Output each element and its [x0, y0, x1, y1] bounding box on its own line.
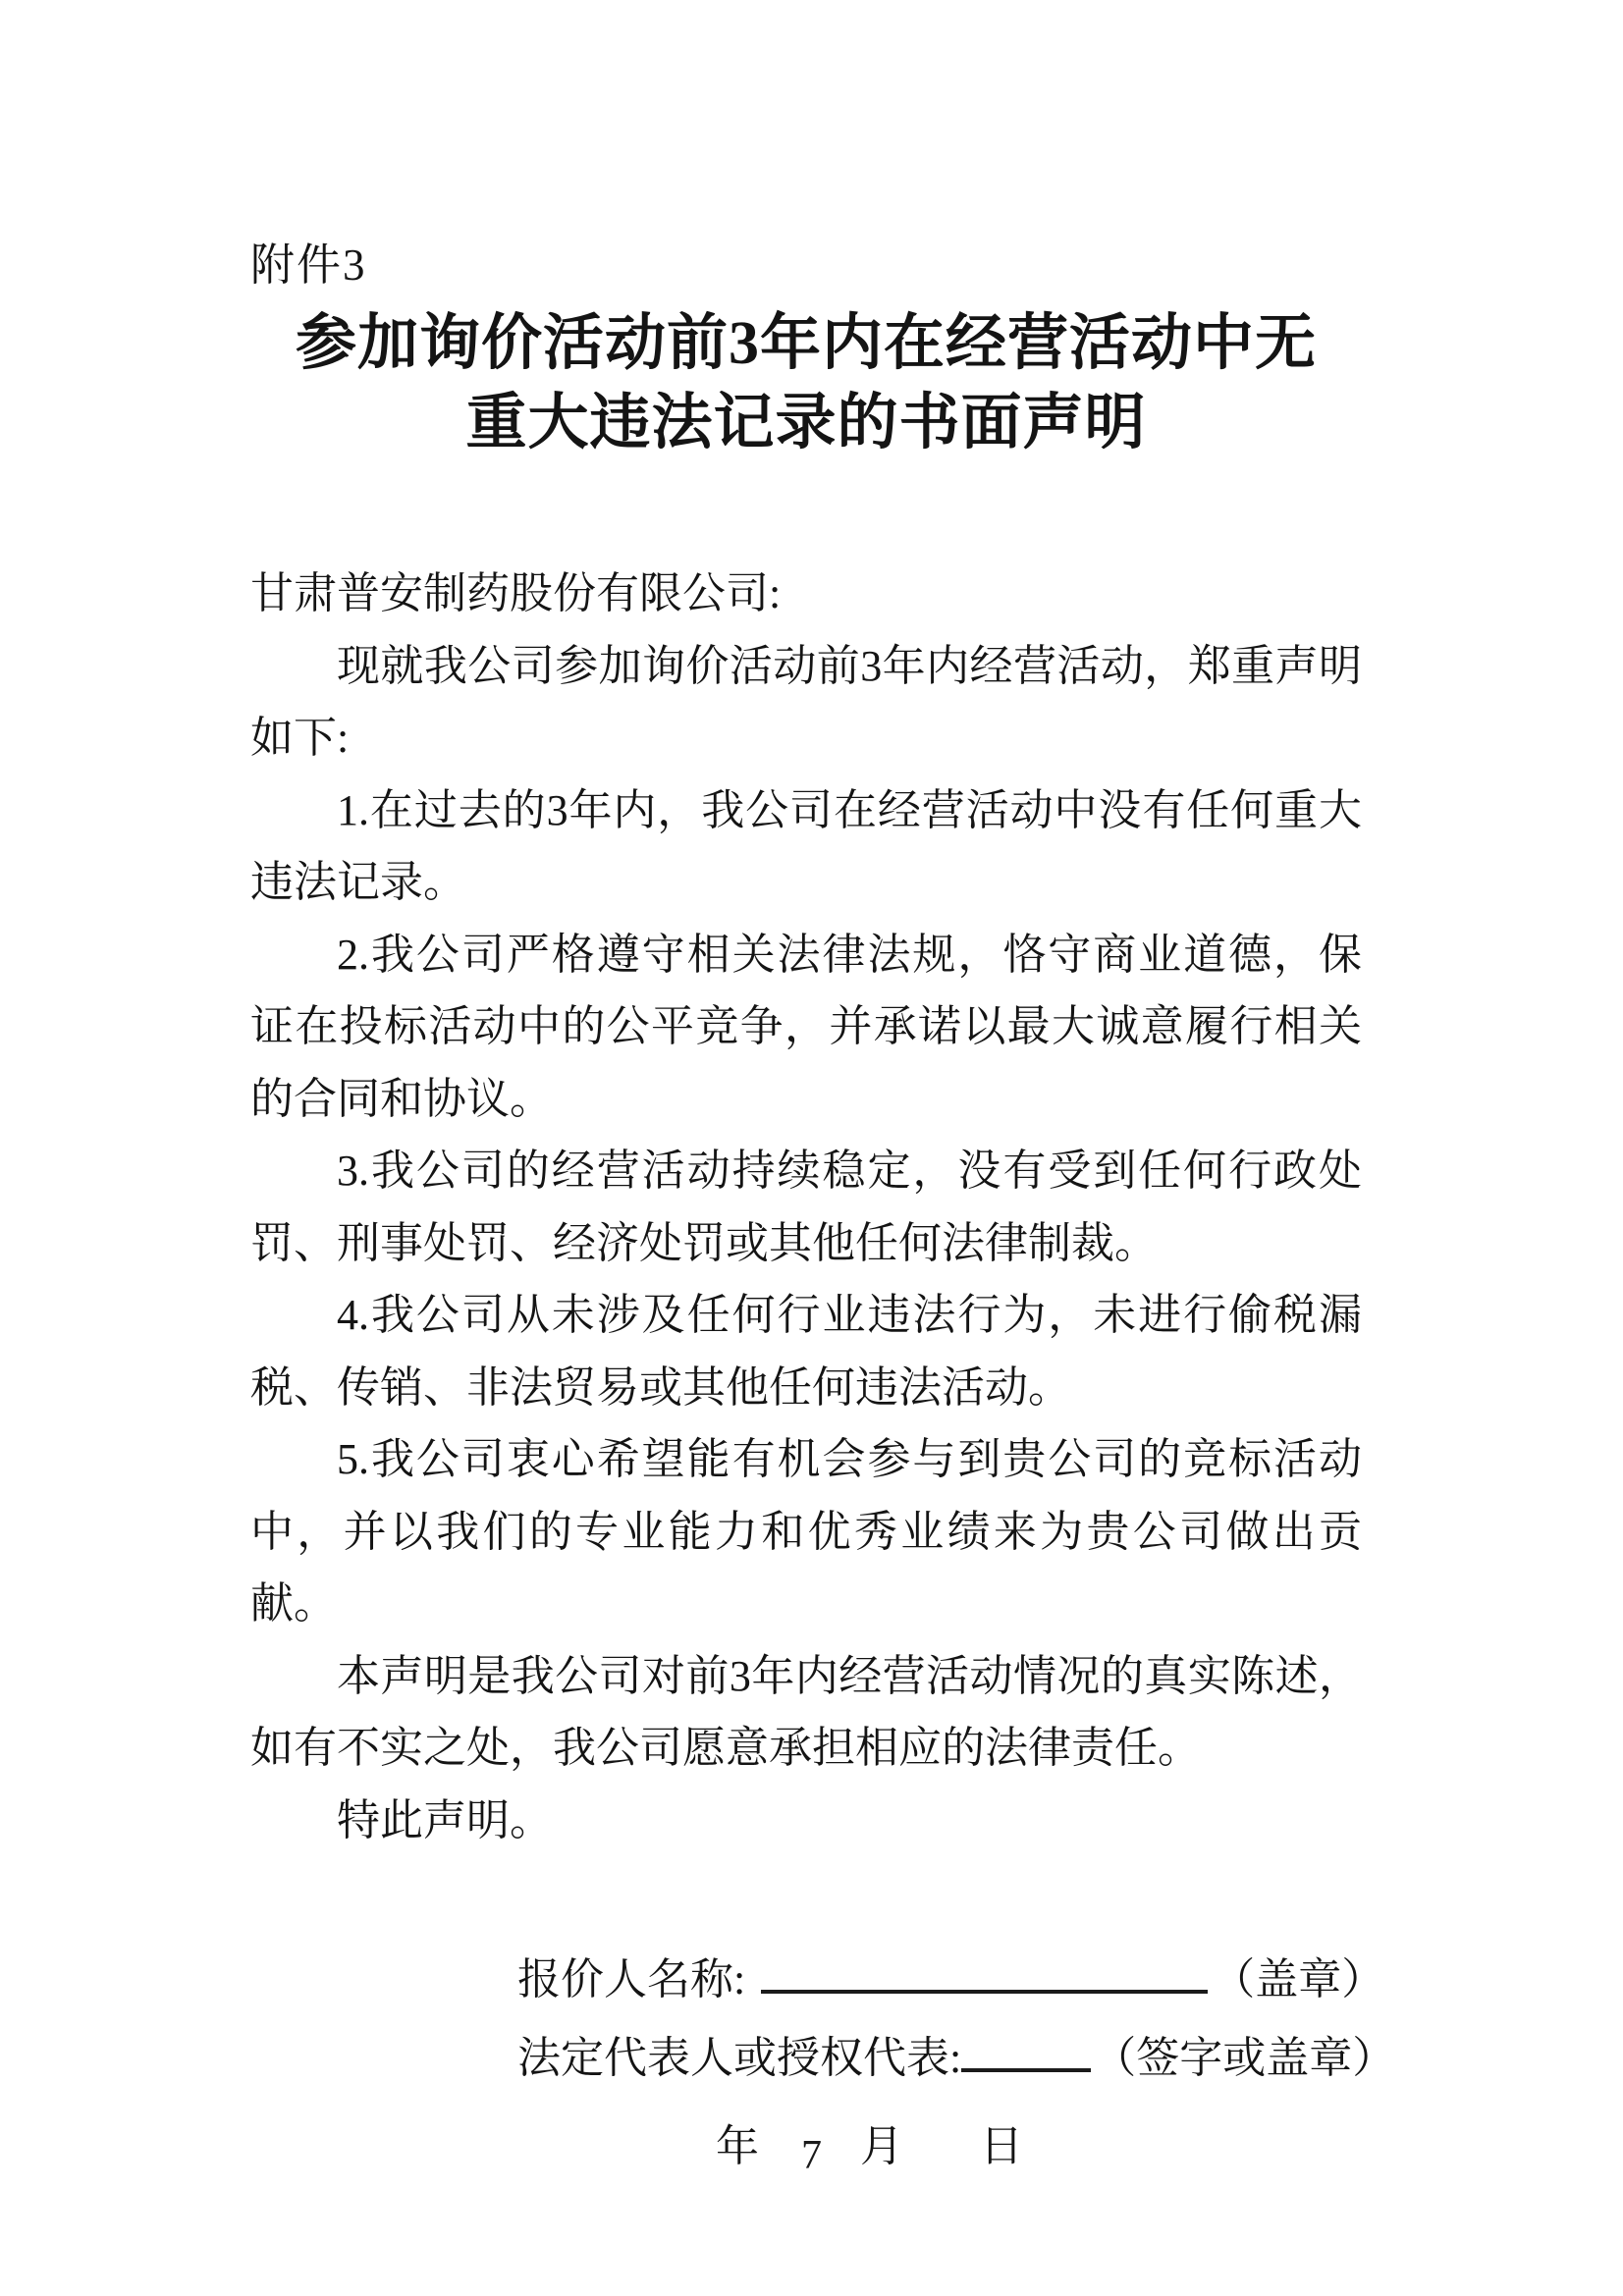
document-title-line2: 重大违法记录的书面声明	[465, 390, 1147, 456]
declaration-item-4: 4.我公司从未涉及任何行业违法行为，未进行偷税漏税、传销、非法贸易或其他任何违法活动。	[250, 1291, 1362, 1412]
paragraph-truth-statement: 本声明是我公司对前3年内经营活动情况的真实陈述，如有不实之处，我公司愿意承担相应的法律责任。	[250, 1651, 1362, 1772]
date-year-label: 年	[716, 2122, 759, 2170]
bidder-name-row	[517, 1941, 1385, 2019]
date-day-label: 日	[980, 2122, 1023, 2170]
representative-label: 法定代表人或授权代表:	[517, 2034, 962, 2082]
representative-sign-note: （签字或盖章）	[1093, 2034, 1396, 2082]
paragraph-intro: 现就我公司参加询价活动前3年内经营活动，郑重声明如下:	[250, 641, 1362, 762]
salutation: 甘肃普安制药股份有限公司:	[250, 569, 782, 617]
document-content	[250, 240, 1396, 2186]
declaration-body	[250, 558, 1362, 1856]
declaration-item-1: 1.在过去的3年内，我公司在经营活动中没有任何重大违法记录。	[250, 785, 1362, 906]
bidder-name-blank-line	[761, 1945, 1208, 1994]
document-title	[250, 304, 1362, 463]
page-number: 7	[801, 2133, 822, 2178]
bidder-stamp-note: （盖章）	[1212, 1955, 1385, 2003]
representative-row	[517, 2019, 1396, 2098]
document-title-line1: 参加询价活动前3年内在经营活动中无	[295, 310, 1317, 377]
representative-blank-line	[961, 2023, 1091, 2072]
declaration-item-3: 3.我公司的经营活动持续稳定，没有受到任何行政处罚、刑事处罚、经济处罚或其他任何法律制裁。	[250, 1147, 1362, 1267]
date-month-label: 月	[860, 2122, 903, 2170]
declaration-item-5: 5.我公司衷心希望能有机会参与到贵公司的竞标活动中，并以我们的专业能力和优秀业绩来为贵公司做出贡献。	[250, 1435, 1362, 1628]
declaration-item-2: 2.我公司严格遵守相关法律法规，恪守商业道德，保证在投标活动中的公平竞争，并承诺以最大诚意履行相关的合同和协议。	[250, 930, 1362, 1123]
attachment-label: 附件3	[250, 240, 367, 290]
bidder-name-label: 报价人名称:	[517, 1955, 746, 2003]
paragraph-closing: 特此声明。	[337, 1795, 553, 1844]
